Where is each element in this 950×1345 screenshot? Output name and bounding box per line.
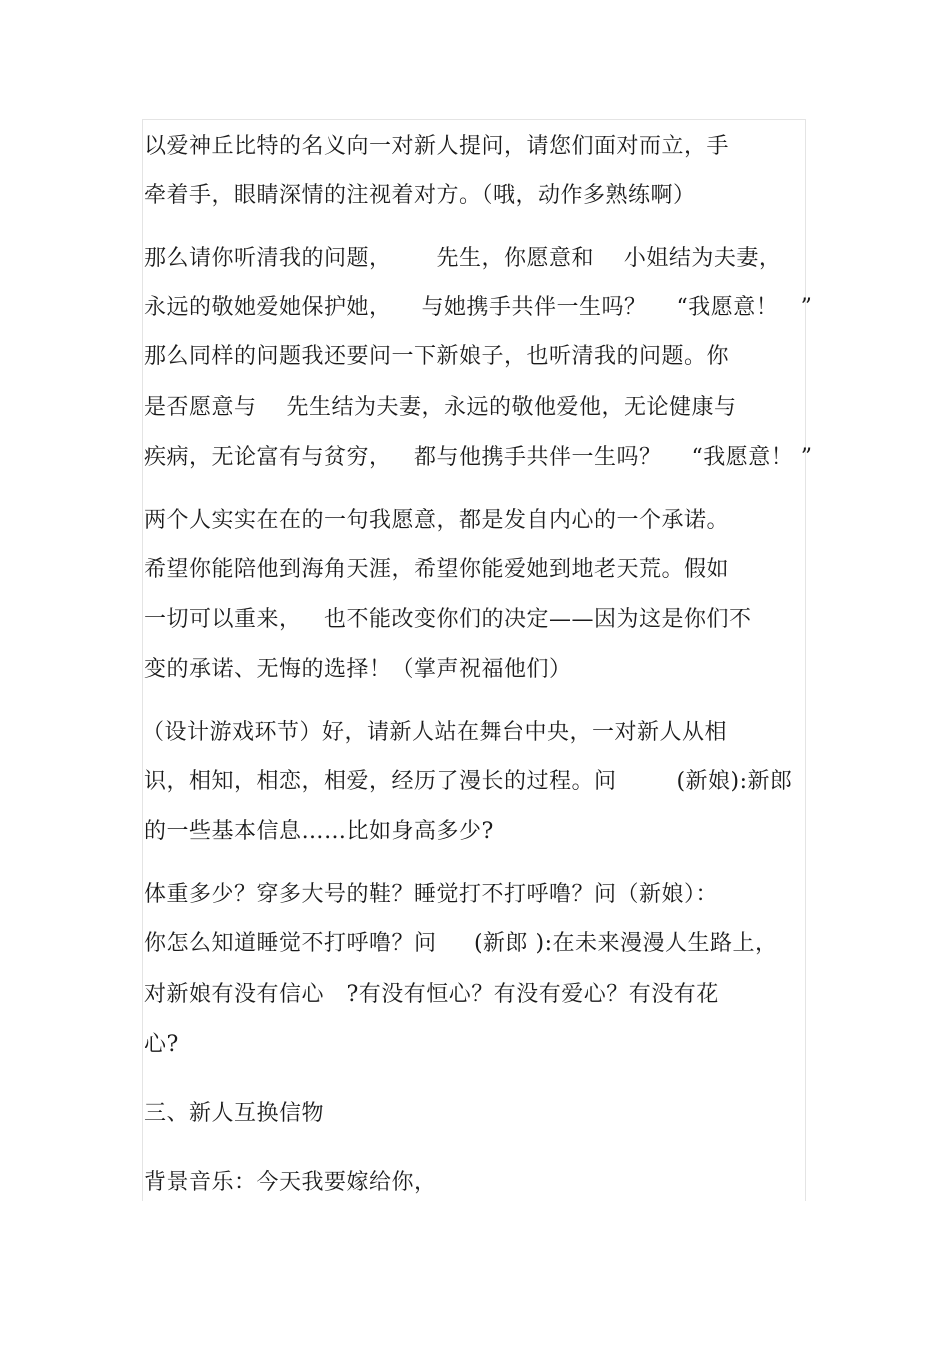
- text-line: 希望你能陪他到海角天涯，希望你能爱她到地老天荒。假如: [144, 557, 730, 582]
- text-line: 对新娘有没有信心 ?有没有恒心？有没有爱心？有没有花: [144, 982, 719, 1007]
- text-line: 识，相知，相恋，相爱，经历了漫长的过程。问 (新娘):新郎: [144, 769, 793, 794]
- section-heading: 三、新人互换信物: [144, 1101, 325, 1126]
- text-line: （设计游戏环节）好，请新人站在舞台中央，一对新人从相: [142, 720, 728, 745]
- text-line: 体重多少？穿多大号的鞋？睡觉打不打呼噜？问（新娘）：: [144, 882, 719, 907]
- text-line: 变的承诺、无悔的选择！（掌声祝福他们）: [144, 657, 572, 682]
- text-line: 以爱神丘比特的名义向一对新人提问，请您们面对而立，手: [144, 134, 730, 159]
- text-line: 两个人实实在在的一句我愿意，都是发自内心的一个承诺。: [144, 508, 730, 533]
- text-line: 你怎么知道睡觉不打呼噜？问 (新郎 ):在未来漫漫人生路上，: [144, 931, 778, 956]
- text-line: 永远的敬她爱她保护她， 与她携手共伴一生吗？ “我愿意！ ”: [144, 295, 813, 320]
- text-line: 的一些基本信息……比如身高多少?: [144, 819, 494, 844]
- text-line: 那么请你听清我的问题， 先生，你愿意和 小姐结为夫妻，: [144, 246, 782, 271]
- text-line: 牵着手，眼睛深情的注视着对方。（哦，动作多熟练啊）: [144, 183, 696, 208]
- text-line: 心?: [144, 1032, 179, 1057]
- text-line: 那么同样的问题我还要问一下新娘子，也听清我的问题。你: [144, 344, 730, 369]
- text-line: 一切可以重来， 也不能改变你们的决定——因为这是你们不: [144, 607, 752, 632]
- text-line: 是否愿意与 先生结为夫妻，永远的敬他爱他，无论健康与: [144, 395, 737, 420]
- text-line: 背景音乐：今天我要嫁给你，: [144, 1170, 437, 1195]
- text-line: 疾病，无论富有与贫穷， 都与他携手共伴一生吗？ “我愿意！ ”: [144, 445, 813, 470]
